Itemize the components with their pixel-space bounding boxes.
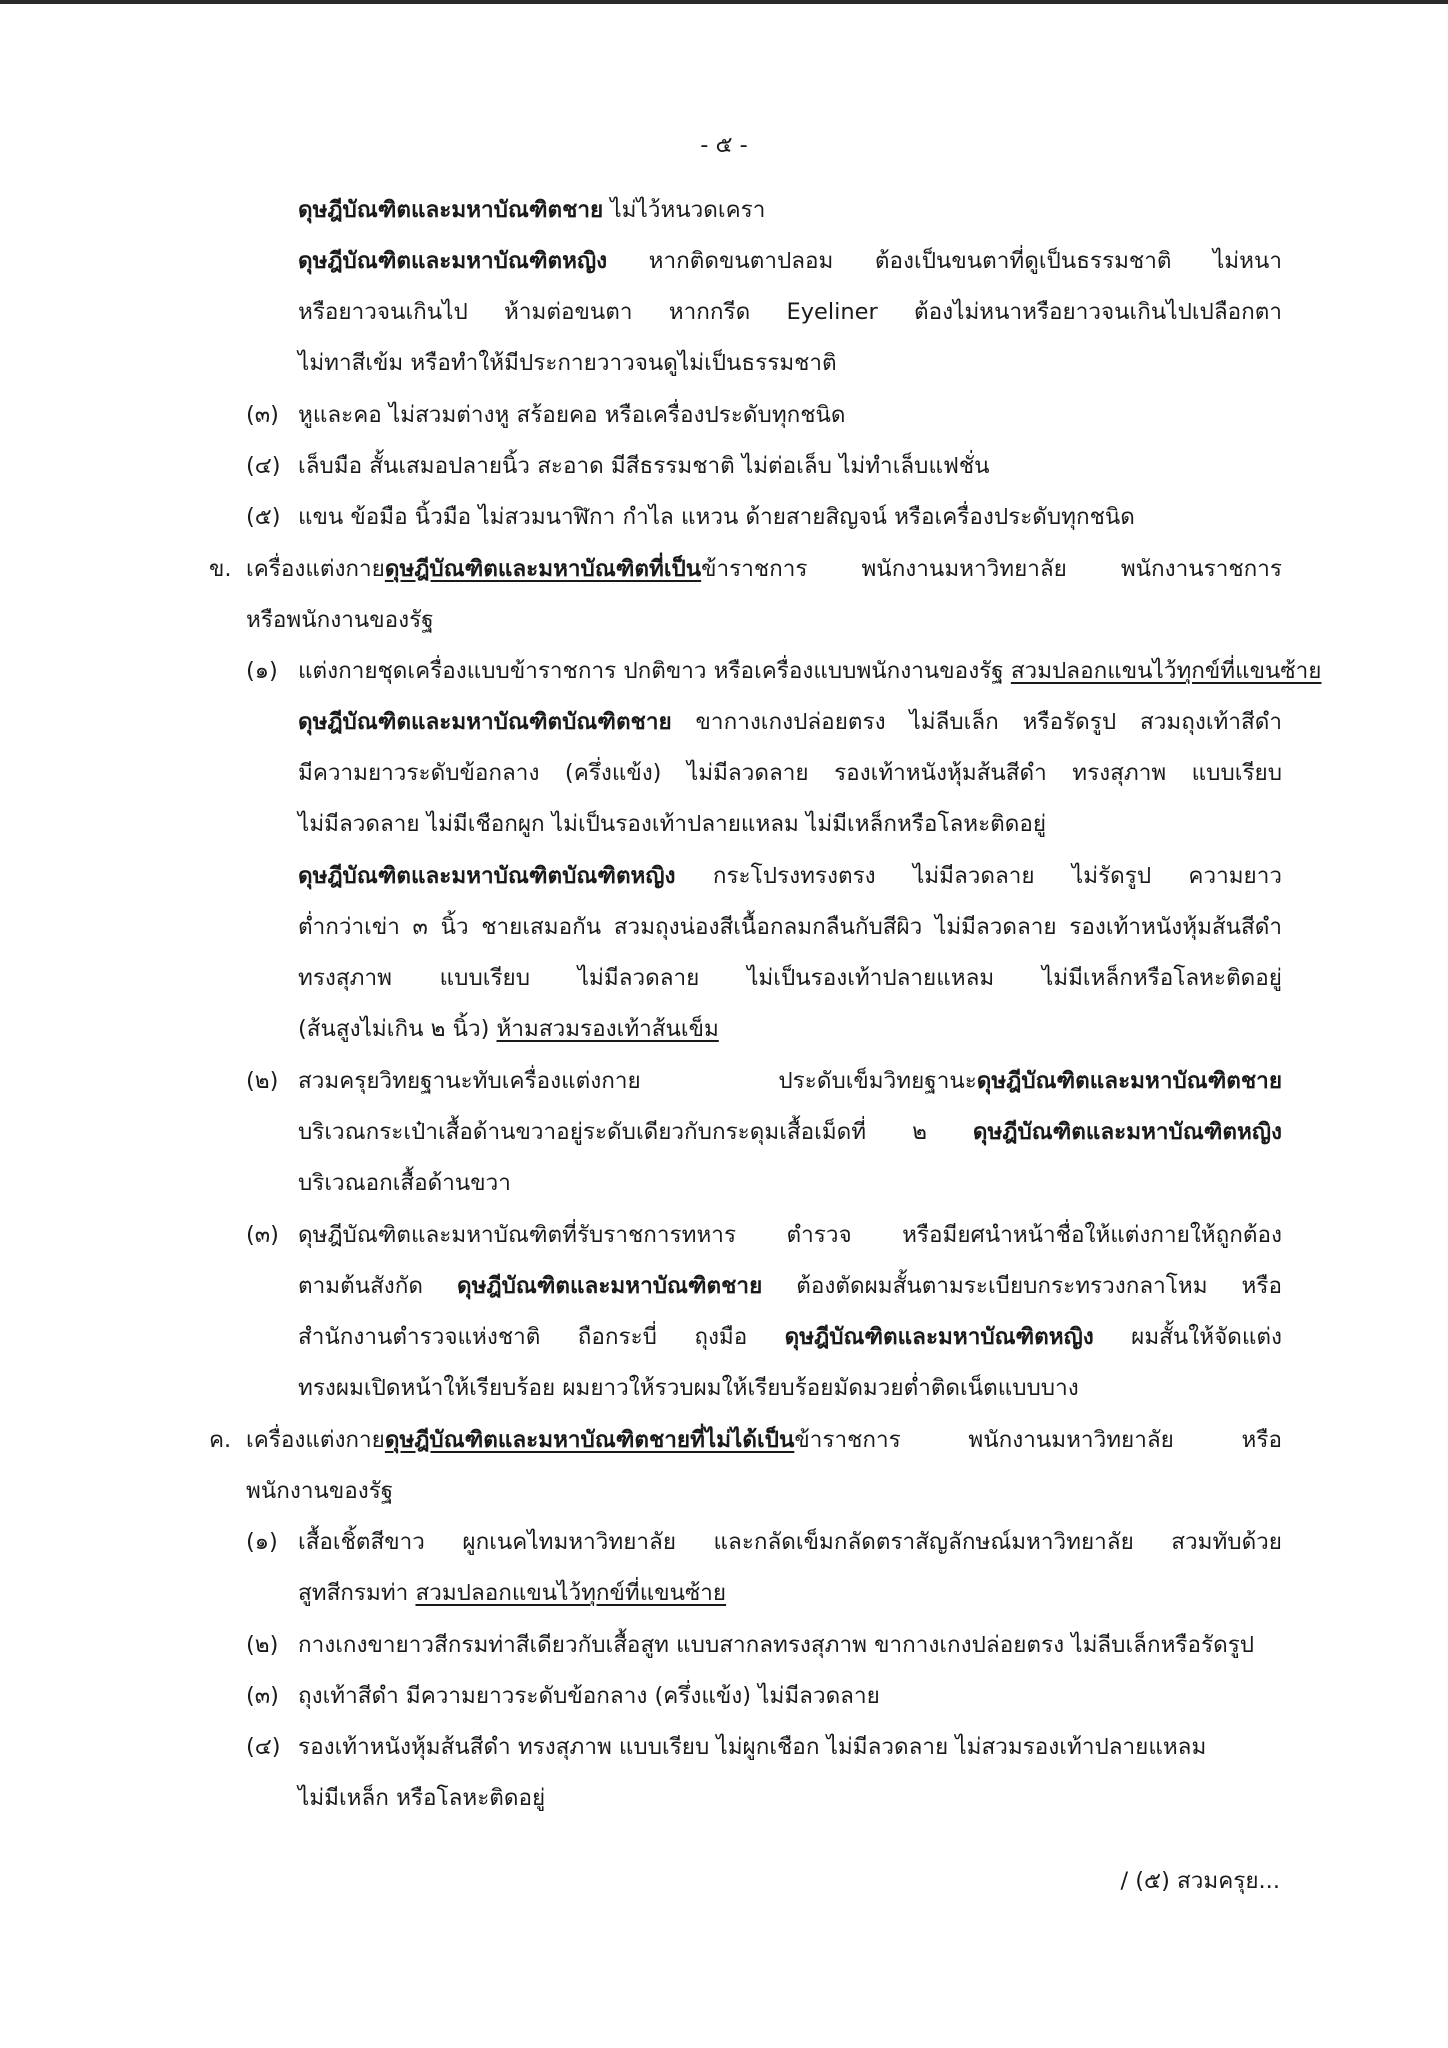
line-shoes-cont: ไม่มีเหล็ก หรือโลหะติดอยู่ [298,1785,546,1811]
line-text: สำนักงานตำรวจแห่งชาติ ถือกระบี่ ถุงมือ [298,1324,785,1350]
bold-term: ดุษฎีบัณฑิตและมหาบัณฑิตบัณฑิตชาย [298,709,672,735]
line-text: ต้องตัดผมสั้นตามระเบียบกระทรวงกลาโหม หรือ [762,1273,1282,1299]
line-text: ข้าราชการ พนักงานมหาวิทยาลัย หรือ [794,1427,1282,1453]
line-text: กระโปรงทรงตรง ไม่มีลวดลาย ไม่รัดรูป ความยาว [675,863,1282,889]
item-number: (๓) [246,402,279,428]
line-hairstyle: ทรงผมเปิดหน้าให้เรียบร้อย ผมยาวให้รวบผมให้เรียบร้อยมัดมวยต่ำติดเน็ตแบบบาง [298,1375,1079,1401]
line-suit [298,1576,726,1610]
line-arms-hands: แขน ข้อมือ นิ้วมือ ไม่สวมนาฬิกา กำไล แหวน ด้ายสายสิญจน์ หรือเครื่องประดับทุกชนิด [298,504,1135,530]
bold-term: ดุษฎีบัณฑิตและมหาบัณฑิตหญิง [972,1119,1282,1145]
bold-term: ดุษฎีบัณฑิตและมหาบัณฑิตหญิง [298,248,608,274]
line-sword-gloves [298,1320,1282,1354]
continuation-marker: / (๕) สวมครุย... [1120,1868,1280,1894]
scan-top-edge [0,0,1448,4]
line-pin-position-cont: บริเวณอกเสื้อด้านขวา [298,1170,511,1196]
underlined-text: ห้ามสวมรองเท้าส้นเข็ม [496,1016,719,1042]
line-text: หากติดขนตาปลอม ต้องเป็นขนตาที่ดูเป็นธรรมชาติ ไม่หนา [607,248,1282,274]
line-shirt-tie: เสื้อเชิ้ตสีขาว ผูกเนคไทมหาวิทยาลัย และกลัดเข็มกลัดตราสัญลักษณ์มหาวิทยาลัย สวมทับด้วย [298,1529,1282,1555]
item-number: (๒) [246,1068,279,1094]
item-number: (๓) [246,1683,279,1709]
section-mark: ข. [209,556,232,582]
line-male-haircut [298,1269,1282,1303]
line-skirt-length: ต่ำกว่าเข่า ๓ นิ้ว ชายเสมอกัน สวมถุงน่องสีเนื้อกลมกลืนกับสีผิว ไม่มีลวดลาย รองเท้าหนังหุ้มส้นสีดำ [298,914,1282,940]
item-number: (๕) [246,504,281,530]
bold-term: ดุษฎีบัณฑิตและมหาบัณฑิตชาย [976,1068,1282,1094]
line-socks: ถุงเท้าสีดำ มีความยาวระดับข้อกลาง (ครึ่งแข้ง) ไม่มีลวดลาย [298,1683,880,1709]
line-text: สวมครุยวิทยฐานะทับเครื่องแต่งกาย ประดับเข็มวิทยฐานะ [298,1068,977,1094]
line-eyeliner: หรือยาวจนเกินไป ห้ามต่อขนตา หากกรีด Eyeliner ต้องไม่หนาหรือยาวจนเกินไปเปลือกตา [298,299,1282,325]
line-fingernails: เล็บมือ สั้นเสมอปลายนิ้ว สะอาด มีสีธรรมชาติ ไม่ต่อเล็บ ไม่ทำเล็บแฟชั่น [298,453,990,479]
line-eyelid: ไม่ทาสีเข้ม หรือทำให้มีประกายวาวจนดูไม่เป็นธรรมชาติ [298,350,837,376]
line-text: (ส้นสูงไม่เกิน ๒ นิ้ว) [298,1016,497,1042]
line-uniform [298,654,1322,688]
underlined-text: สวมปลอกแขนไว้ทุกข์ที่แขนซ้าย [1010,658,1322,684]
line-shoes: รองเท้าหนังหุ้มส้นสีดำ ทรงสุภาพ แบบเรียบ ไม่ผูกเชือก ไม่มีลวดลาย ไม่สวมรองเท้าปลายแหลม [298,1734,1207,1760]
section-heading-cont: หรือพนักงานของรัฐ [246,607,434,633]
line-text: บริเวณกระเป๋าเสื้อด้านขวาอยู่ระดับเดียวกับกระดุมเสื้อเม็ดที่ ๒ [298,1119,973,1145]
page-number: - ๕ - [700,132,748,158]
line-female-eyelash [298,244,1282,278]
line-heel-height [298,1012,719,1046]
bold-term: ดุษฎีบัณฑิตและมหาบัณฑิตหญิง [784,1324,1094,1350]
line-text: เครื่องแต่งกาย [246,556,385,582]
line-text: สูทสีกรมท่า [298,1580,416,1606]
bold-term: ดุษฎีบัณฑิตและมหาบัณฑิตชาย [298,197,604,223]
line-ears-neck: หูและคอ ไม่สวมต่างหู สร้อยคอ หรือเครื่องประดับทุกชนิด [298,402,846,428]
section-heading-cont: พนักงานของรัฐ [246,1478,394,1504]
section-mark: ค. [209,1427,232,1453]
line-text: แต่งกายชุดเครื่องแบบข้าราชการ ปกติขาว หรือเครื่องแบบพนักงานของรัฐ [298,658,1011,684]
line-military-police: ดุษฎีบัณฑิตและมหาบัณฑิตที่รับราชการทหาร ตำรวจ หรือมียศนำหน้าชื่อให้แต่งกายให้ถูกต้อง [298,1222,1282,1248]
bold-underlined-term: ดุษฎีบัณฑิตและมหาบัณฑิตชายที่ไม่ได้เป็น [384,1427,795,1453]
line-text: เครื่องแต่งกาย [246,1427,385,1453]
line-text: ตามต้นสังกัด [298,1273,458,1299]
item-number: (๑) [246,658,278,684]
line-text: ข้าราชการ พนักงานมหาวิทยาลัย พนักงานราชการ [701,556,1282,582]
line-text: ผมสั้นให้จัดแต่ง [1093,1324,1283,1350]
item-number: (๒) [246,1632,279,1658]
line-text: ขากางเกงปล่อยตรง ไม่ลีบเล็ก หรือรัดรูป สวมถุงเท้าสีดำ [671,709,1282,735]
line-shoes-cont: ไม่มีลวดลาย ไม่มีเชือกผูก ไม่เป็นรองเท้าปลายแหลม ไม่มีเหล็กหรือโลหะติดอยู่ [298,811,1047,837]
line-male-beard [298,193,765,227]
item-number: (๔) [246,1734,281,1760]
bold-term: ดุษฎีบัณฑิตและมหาบัณฑิตชาย [457,1273,763,1299]
line-pin-position [298,1115,1282,1149]
section-heading-non-civil-servant [246,1423,1282,1457]
line-female-uniform [298,859,1282,893]
line-text: ไม่ไว้หนวดเครา [603,197,766,223]
item-number: (๔) [246,453,281,479]
underlined-text: สวมปลอกแขนไว้ทุกข์ที่แขนซ้าย [415,1580,727,1606]
item-number: (๓) [246,1222,279,1248]
item-number: (๑) [246,1529,278,1555]
bold-underlined-term: ดุษฎีบัณฑิตและมหาบัณฑิตที่เป็น [384,556,702,582]
line-trousers: กางเกงขายาวสีกรมท่าสีเดียวกับเสื้อสูท แบบสากลทรงสุภาพ ขากางเกงปล่อยตรง ไม่ลีบเล็กหรือรัดรูป [298,1632,1255,1658]
line-male-uniform [298,705,1282,739]
line-socks-shoes: มีความยาวระดับข้อกลาง (ครึ่งแข้ง) ไม่มีลวดลาย รองเท้าหนังหุ้มส้นสีดำ ทรงสุภาพ แบบเรียบ [298,760,1282,786]
section-heading-civil-servant [246,552,1282,586]
line-gown [298,1064,1282,1098]
line-female-shoes: ทรงสุภาพ แบบเรียบ ไม่มีลวดลาย ไม่เป็นรองเท้าปลายแหลม ไม่มีเหล็กหรือโลหะติดอยู่ [298,965,1282,991]
bold-term: ดุษฎีบัณฑิตและมหาบัณฑิตบัณฑิตหญิง [298,863,676,889]
